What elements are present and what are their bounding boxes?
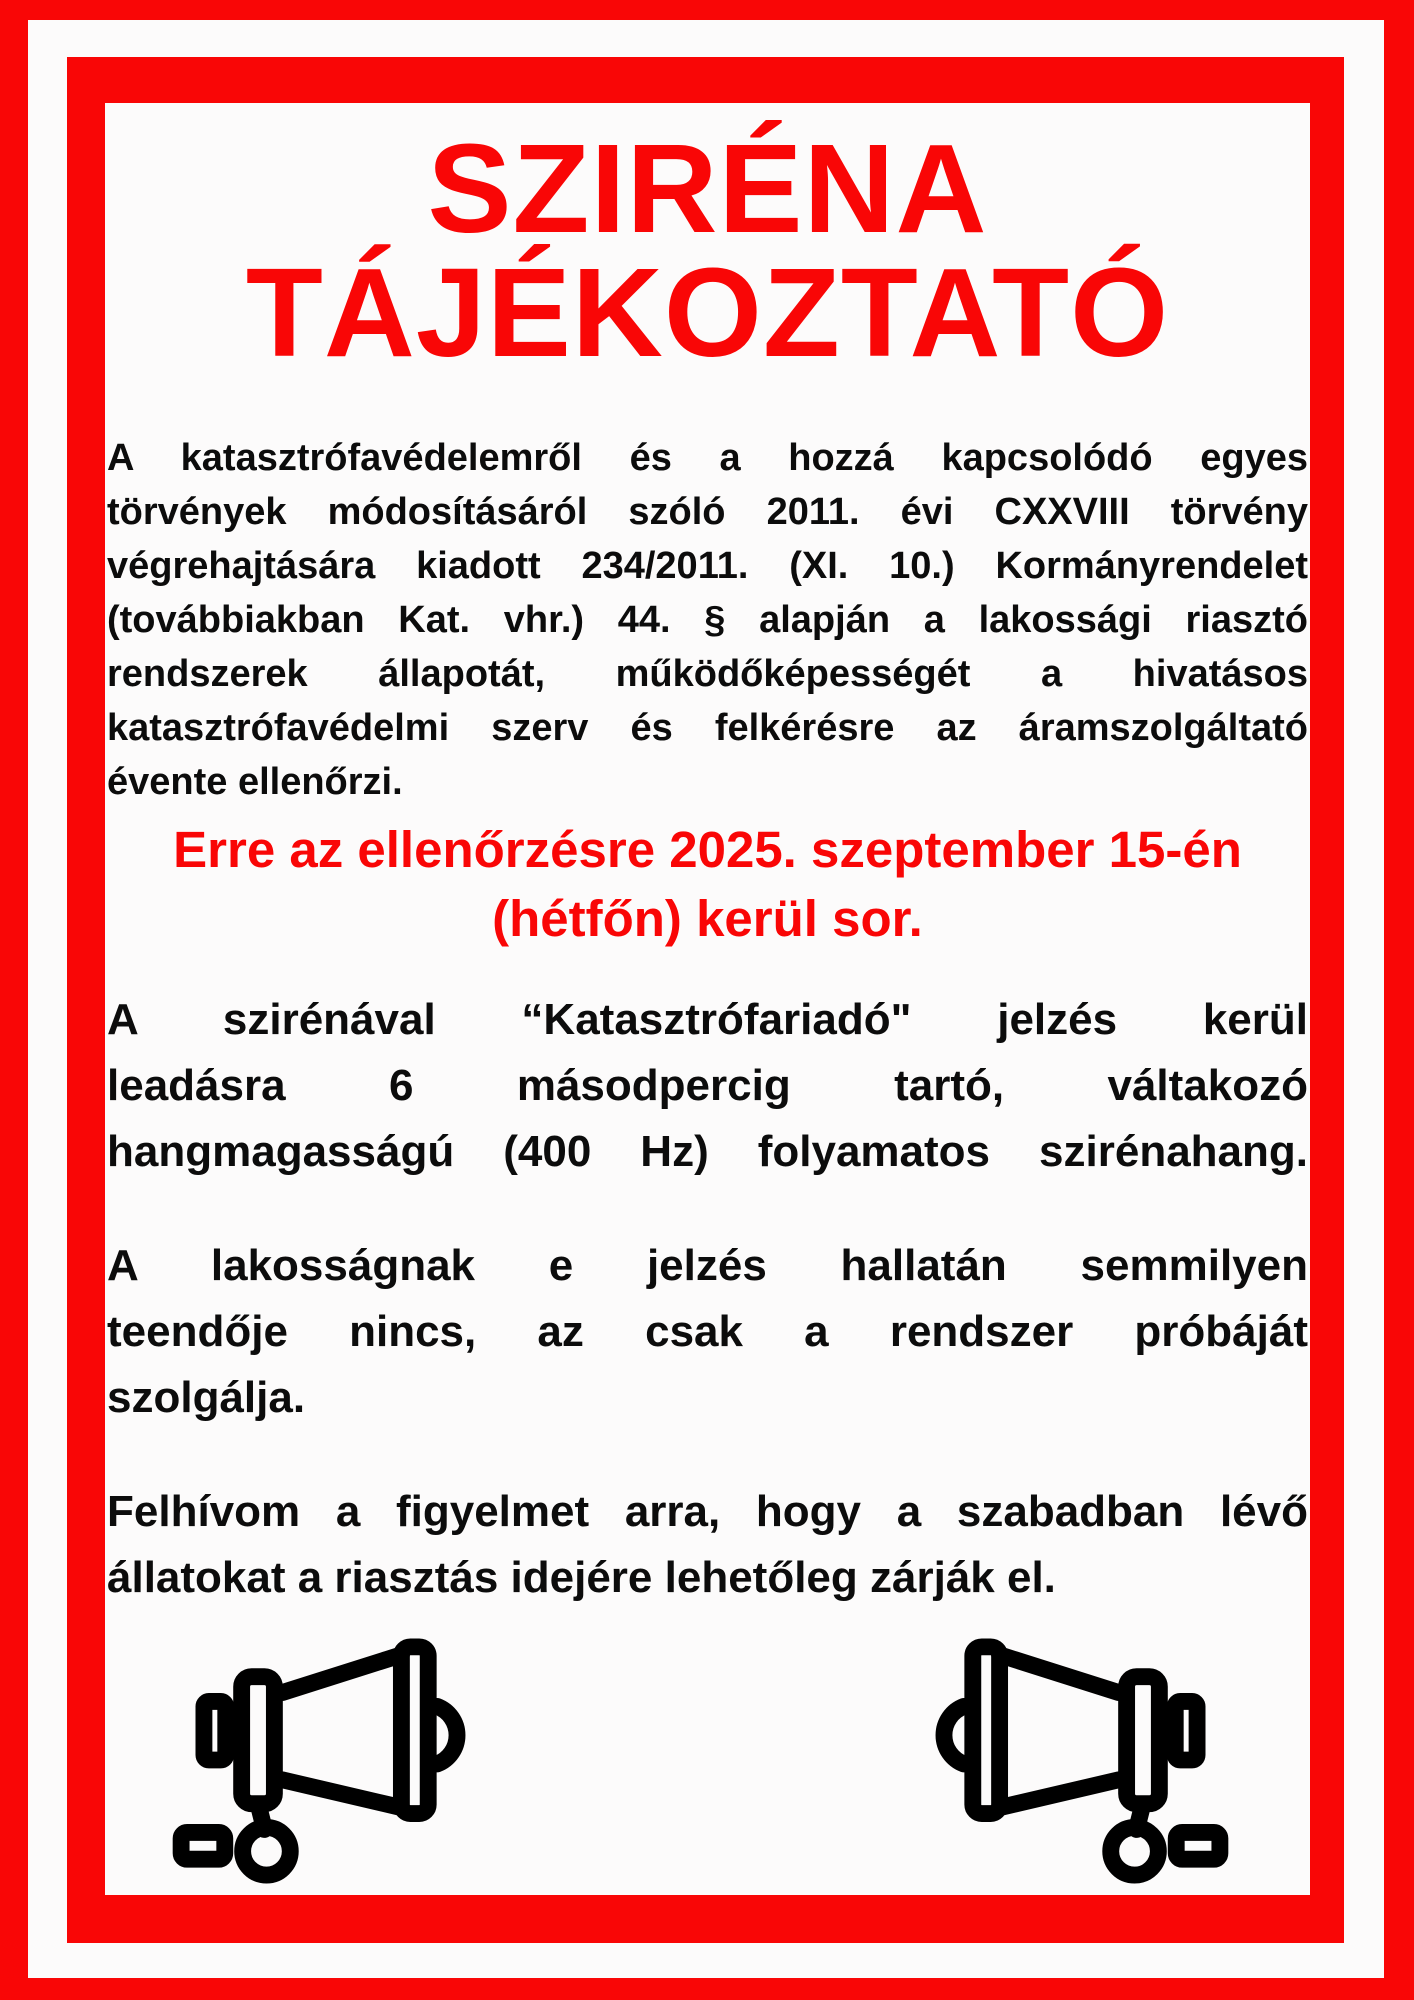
text-line: (továbbiakban Kat. vhr.) 44. § alapján a lakossági riasztó xyxy=(107,599,1308,641)
text-line: állatokat a riasztás idejére lehetőleg zárják el. xyxy=(107,1553,1056,1602)
paragraph-siren-signal xyxy=(107,987,1308,1185)
text-line: teendője nincs, az csak a rendszer próbáját xyxy=(107,1307,1308,1356)
megaphone-facing-right-icon xyxy=(171,1631,479,1889)
poster-inner-frame xyxy=(67,57,1344,1943)
text-line: évente ellenőrzi. xyxy=(107,761,403,803)
text-line: rendszerek állapotát, működőképességét a hivatásos xyxy=(107,653,1308,695)
siren-icons-row xyxy=(107,1631,1308,1889)
paragraph-no-action-needed xyxy=(107,1233,1308,1431)
title-line-2: TÁJÉKOZTATÓ xyxy=(245,242,1170,383)
paragraph-legal-intro xyxy=(107,431,1308,809)
text-line: törvények módosításáról szóló 2011. évi CXXVIII törvény xyxy=(107,491,1308,533)
megaphone-facing-left-icon xyxy=(922,1631,1230,1889)
text-line: A szirénával “Katasztrófariadó" jelzés kerül xyxy=(107,995,1308,1044)
text-line: A lakosságnak e jelzés hallatán semmilyen xyxy=(107,1241,1308,1290)
text-line: szolgálja. xyxy=(107,1373,306,1422)
highlight-line-1: Erre az ellenőrzésre 2025. szeptember 15-én xyxy=(173,821,1242,878)
highlight-line-2: (hétfőn) kerül sor. xyxy=(492,890,923,947)
text-line: leadásra 6 másodpercig tartó, váltakozó xyxy=(107,1061,1308,1110)
text-line: Felhívom a figyelmet arra, hogy a szabadban lévő xyxy=(107,1487,1308,1536)
title-line-1: SZIRÉNA xyxy=(427,118,988,259)
page-title xyxy=(107,118,1308,383)
poster-content xyxy=(105,103,1310,1895)
text-line: hangmagasságú (400 Hz) folyamatos szirénahang. xyxy=(107,1127,1308,1176)
paragraph-animals-warning xyxy=(107,1479,1308,1611)
text-line: végrehajtására kiadott 234/2011. (XI. 10.) Kormányrendelet xyxy=(107,545,1308,587)
inspection-date-highlight xyxy=(107,815,1308,953)
text-line: A katasztrófavédelemről és a hozzá kapcsolódó egyes xyxy=(107,437,1308,479)
text-line: katasztrófavédelmi szerv és felkérésre az áramszolgáltató xyxy=(107,707,1308,749)
